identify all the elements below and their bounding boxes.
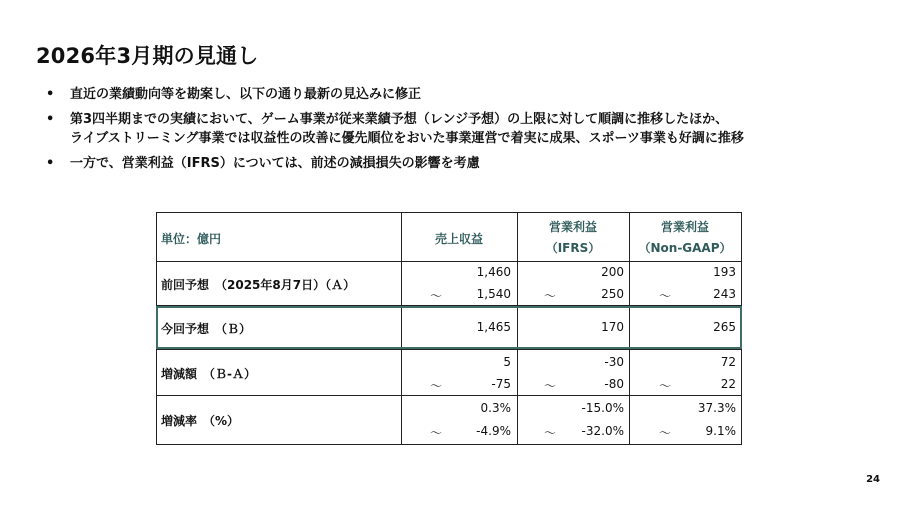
bullet-item — [44, 85, 874, 104]
row-label-difference: 増減額 （Ｂ-Ａ） — [161, 367, 256, 381]
bullet-dot-icon: • — [46, 156, 55, 171]
row-label-rate: 増減率 （%） — [161, 414, 240, 428]
prev-op-ifrs-high: 250 — [601, 287, 624, 301]
curr-revenue: 1,465 — [476, 320, 511, 334]
range-tilde: ～ — [430, 379, 443, 393]
header-op-ifrs-sub: （IFRS） — [545, 241, 601, 255]
rate-revenue-low: 0.3% — [480, 401, 511, 415]
bullet-item — [44, 110, 874, 148]
diff-op-ng-high: 22 — [720, 377, 736, 391]
range-tilde: ～ — [544, 379, 557, 393]
prev-op-ng-low: 193 — [713, 265, 736, 279]
bullet-item — [44, 154, 874, 173]
bullet-text: ライブストリーミング事業では収益性の改善に優先順位をおいた事業運営で着実に成果、スポーツ事業も好調に推移 — [70, 131, 744, 146]
range-tilde: ～ — [430, 289, 443, 303]
bullet-text: 一方で、営業利益（IFRS）については、前述の減損損失の影響を考慮 — [70, 156, 480, 171]
diff-op-ifrs-low: -30 — [604, 355, 624, 369]
rate-op-ifrs-low: -15.0% — [581, 401, 624, 415]
header-revenue: 売上収益 — [434, 232, 483, 246]
prev-revenue-low: 1,460 — [476, 265, 511, 279]
bullet-text: 直近の業績動向等を勘案し、以下の通り最新の見込みに修正 — [70, 87, 422, 102]
unit-label: 単位：億円 — [161, 232, 222, 246]
header-op-nongaap-sub: （Non-GAAP） — [638, 241, 732, 255]
header-op-nongaap: 営業利益 — [660, 220, 709, 234]
bullet-dot-icon: • — [46, 112, 55, 127]
prev-revenue-high: 1,540 — [476, 287, 511, 301]
rate-revenue-high: -4.9% — [476, 424, 511, 438]
table-divider — [157, 349, 741, 350]
table-divider — [157, 395, 741, 396]
diff-revenue-low: 5 — [503, 355, 511, 369]
range-tilde: ～ — [544, 289, 557, 303]
range-tilde: ～ — [544, 426, 557, 440]
bullet-list — [44, 85, 874, 179]
range-tilde: ～ — [659, 426, 672, 440]
range-tilde: ～ — [659, 289, 672, 303]
row-label-current: 今回予想 （Ｂ） — [161, 322, 252, 336]
bullet-dot-icon: • — [46, 87, 55, 102]
bullet-text: 第3四半期までの実績において、ゲーム事業が従来業績予想（レンジ予想）の上限に対して順調に推移したほか、 — [70, 112, 729, 127]
curr-op-ifrs: 170 — [601, 320, 624, 334]
rate-op-ifrs-high: -32.0% — [581, 424, 624, 438]
prev-op-ng-high: 243 — [713, 287, 736, 301]
page-number: 24 — [866, 474, 880, 485]
current-forecast-highlight — [156, 306, 742, 349]
diff-op-ifrs-high: -80 — [604, 377, 624, 391]
page-title: 2026年3月期の見通し — [36, 44, 259, 68]
row-label-previous: 前回予想 （2025年8月7日）（Ａ） — [161, 278, 356, 292]
curr-op-ng: 265 — [713, 320, 736, 334]
table-divider — [157, 261, 741, 262]
rate-op-ng-high: 9.1% — [705, 424, 736, 438]
range-tilde: ～ — [430, 426, 443, 440]
diff-revenue-high: -75 — [491, 377, 511, 391]
prev-op-ifrs-low: 200 — [601, 265, 624, 279]
rate-op-ng-low: 37.3% — [697, 401, 736, 415]
range-tilde: ～ — [659, 379, 672, 393]
header-op-ifrs: 営業利益 — [548, 220, 597, 234]
diff-op-ng-low: 72 — [720, 355, 736, 369]
